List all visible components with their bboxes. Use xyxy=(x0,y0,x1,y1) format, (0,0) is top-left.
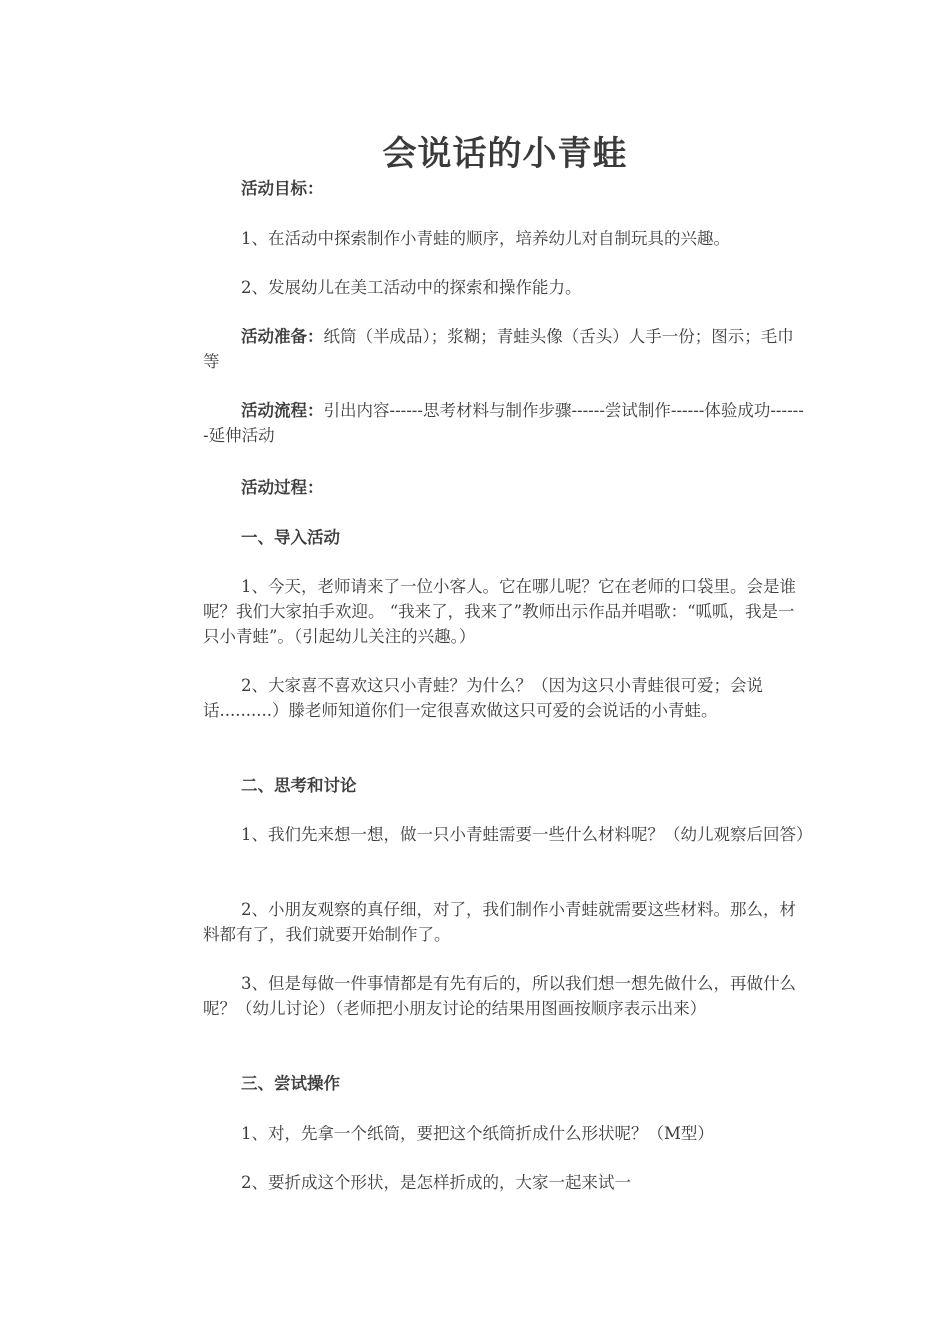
section-1-item-2: 2、大家喜不喜欢这只小青蛙？为什么？（因为这只小青蛙很可爱；会说话..........）滕老师知道你们一定很喜欢做这只可爱的会说话的小青蛙。 xyxy=(203,676,763,720)
section-3-item-2: 2、要折成这个形状，是怎样折成的，大家一起来试一 xyxy=(241,1173,631,1192)
section-2-heading: 二、思考和讨论 xyxy=(241,776,357,795)
goal-heading: 活动目标： xyxy=(241,179,324,198)
section-2-item-2: 2、小朋友观察的真仔细，对了，我们制作小青蛙就需要这些材料。那么，材料都有了，我们就要开始制作了。 xyxy=(203,900,796,944)
section-3-item-1: 1、对，先拿一个纸筒，要把这个纸筒折成什么形状呢？（M型） xyxy=(241,1124,714,1143)
section-2-item-3: 3、但是每做一件事情都是有先有后的，所以我们想一想先做什么，再做什么呢？（幼儿讨论）（老师把小朋友讨论的结果用图画按顺序表示出来） xyxy=(203,974,796,1018)
flow-text: 引出内容------思考材料与制作步骤------尝试制作------体验成功-------延伸活动 xyxy=(203,401,804,445)
preparation-text: 纸筒（半成品）；浆糊；青蛙头像（舌头）人手一份；图示；毛巾等 xyxy=(203,327,794,371)
goal-item-2: 2、发展幼儿在美工活动中的探索和操作能力。 xyxy=(241,278,582,297)
process-heading: 活动过程： xyxy=(241,478,324,497)
section-3-heading: 三、尝试操作 xyxy=(241,1074,340,1093)
goal-item-1: 1、在活动中探索制作小青蛙的顺序，培养幼儿对自制玩具的兴趣。 xyxy=(241,229,730,248)
section-1-heading: 一、导入活动 xyxy=(241,528,340,547)
document-title: 会说话的小青蛙 xyxy=(382,134,628,174)
section-2-item-1: 1、我们先来想一想，做一只小青蛙需要一些什么材料呢？（幼儿观察后回答） xyxy=(241,825,813,844)
preparation-paragraph xyxy=(203,324,807,374)
preparation-label: 活动准备： xyxy=(241,327,324,346)
section-1-item-1: 1、今天，老师请来了一位小客人。它在哪儿呢？它在老师的口袋里。会是谁呢？我们大家拍手欢迎。 “我来了，我来了”教师出示作品并唱歌：“呱呱，我是一只小青蛙”。（引起幼儿关注的兴趣。） xyxy=(203,577,796,646)
flow-label: 活动流程： xyxy=(241,401,324,420)
flow-paragraph xyxy=(203,398,807,448)
